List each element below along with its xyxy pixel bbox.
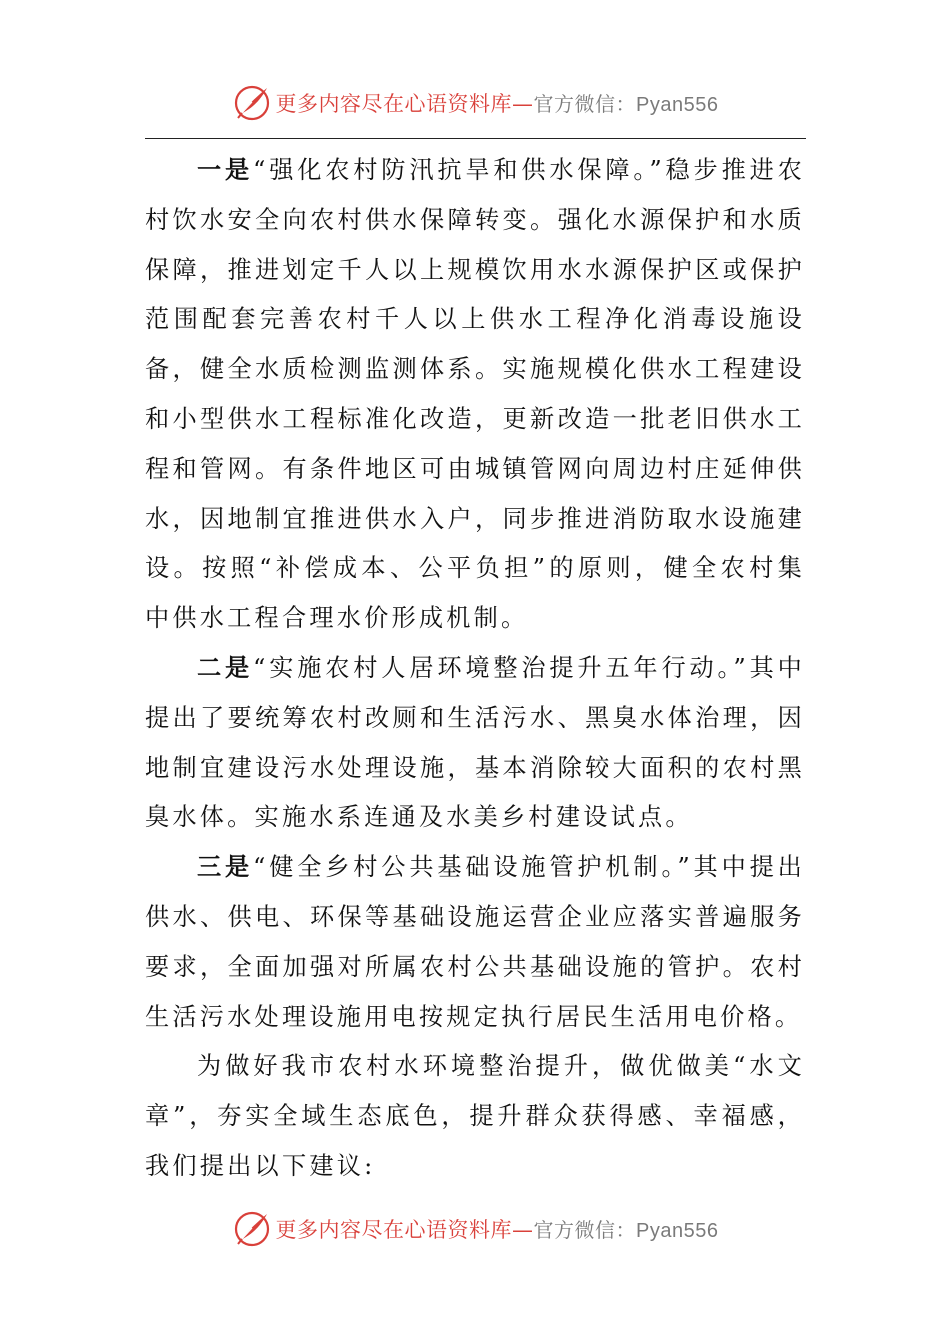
paragraph-2: 二是“实施农村人居环境整治提升五年行动。”其中提出了要统筹农村改厕和生活污水、黑臭水体治理，因地制宜建设污水处理设施，基本消除较大面积的农村黑臭水体。实施水系连通及水美乡村建设试点。 <box>145 653 805 832</box>
footer-banner <box>0 1207 950 1251</box>
banner-text: 更多内容尽在心语资料库—官方微信：Pyan556 <box>275 1218 719 1242</box>
paragraph-4: 为做好我市农村水环境整治提升，做优做美“水文章”，夯实全域生态底色，提升群众获得感、幸福感，我们提出以下建议: <box>145 1052 805 1180</box>
document-body <box>145 146 805 1192</box>
header-divider <box>145 138 806 139</box>
paragraph-3: 三是“健全乡村公共基础设施管护机制。”其中提出供水、供电、环保等基础设施运营企业应落实普遍服务要求，全面加强对所属农村公共基础设施的管护。农村生活污水处理设施用电按规定执行居民生活用电价格。 <box>145 853 805 1031</box>
banner-text: 更多内容尽在心语资料库—官方微信：Pyan556 <box>275 92 719 116</box>
header-banner <box>0 81 950 125</box>
paragraph-1: 一是“强化农村防汛抗旱和供水保障。”稳步推进农村饮水安全向农村供水保障转变。强化水源保护和水质保障，推进划定千人以上规模饮用水水源保护区或保护范围配套完善农村千人以上供水工程净化消毒设施设备，健全水质检测监测体系。实施规模化供水工程建设和小型供水工程标准化改造，更新改造一批老旧供水工程和管网。有条件地区可由城镇管网向周边村庄延伸供水，因地制宜推进供水入户，同步推进消防取水设施建设。按照“补偿成本、公平负担”的原则，健全农村集中供水工程合理水价形成机制。 <box>145 156 805 633</box>
quill-pen-logo-icon <box>232 83 272 123</box>
quill-pen-logo-icon <box>232 1209 272 1249</box>
